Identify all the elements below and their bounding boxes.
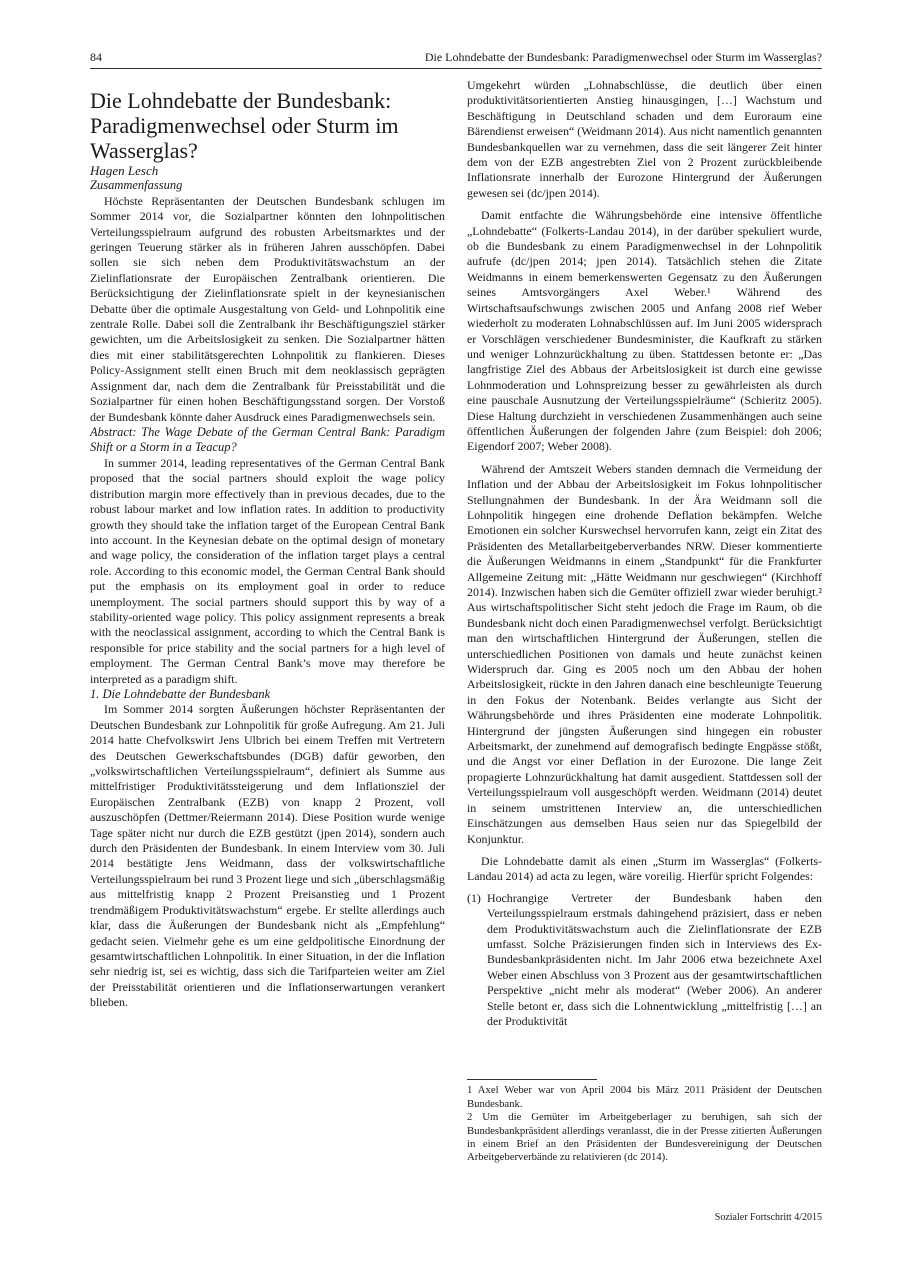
- list-item-text: Hochrangige Vertreter der Bundesbank haben den Verteilungsspielraum erstmals dahingehend präzisiert, dass er neben dem Produktivitätswachstum auch die Zielinflationsrate der EZB umfasst. Solche Präzisierungen finden sich in Interviews des Ex-Bundesbankpräsidenten nicht. Im Jahr 2006 etwa bezeichnete Axel Weber einen Abschluss von 3 Prozent aus der gesamtwirtschaftlichen Perspektive „nicht mehr als moderat“ (Weber 2006). An anderer Stelle betont er, dass sich die Lohnentwicklung „mittelfristig […] an der Produktivität: [487, 890, 822, 1028]
- section-heading: 1. Die Lohndebatte der Bundesbank: [90, 687, 271, 701]
- section-paragraph: Im Sommer 2014 sorgten Äußerungen höchster Repräsentanten der Deutschen Bundesbank zur Lohnpolitik für große Aufregung. Am 21. Juli 2014 hatte Chefvolkswirt Jens Ulbrich bei einem Treffen mit Vertretern des Deutschen Gewerkschaftsbundes (DGB) dafür geworben, den „volkswirtschaftlichen Verteilungsspielraum“, definiert als Summe aus mittelfristiger Produktivitätssteigerung und dem Inflationsziel der Europäischen Zentralbank (EZB) von knapp 2 Prozent, voll auszuschöpfen (Dettmer/Reiermann 2014). Diese Position wurde wenige Tage später nicht nur durch die EZB gestützt (jpen 2014), sondern auch durch den Präsidenten der Bundesbank. In einem Interview vom 30. Juli 2014 bestätigte Jens Weidmann, dass der volkswirtschaftliche Verteilungsspielraum bei rund 3 Prozent liege und sich „überschlagsmäßig aus mittelfristig knapp 2 Prozent Preisanstieg und 1 Prozent trendmäßigem Produktivitätswachstum“ ergebe. Er stellte allerdings auch klar, dass die Äußerungen der Bundesbank nicht als „Empfehlung“ gedacht seien. Vielmehr gehe es um eine geldpolitische Einordnung der gesamtwirtschaftlichen Lohnpolitik. In einer Situation, in der die Inflation sehr niedrig ist, sei es wichtig, dass sich die Tarifparteien weiter am Ziel der Preisstabilität orientieren und die Inflationserwartungen verankert blieben.: [90, 702, 445, 1010]
- summary-heading: Zusammenfassung: [90, 178, 183, 193]
- abstract-paragraph: In summer 2014, leading representatives of the German Central Bank proposed that the social partners should exploit the wage policy distribution margin more effectively than in previous decades, due to the robust labour market and low inflation rates. In addition to productivity growth they should take the inflation target of the European Central Bank into account. In the Keynesian debate on the optimal design of monetary and wage policy, the consideration of the inflation target plays a central role. According to this economic model, the German Central Bank should put the emphasis on its employment goal in order to reduce unemployment. The social partners should support this by way of a stability-oriented wage policy. This policy assignment represents a break with the neoclassical assignment, according to which the Central Bank is responsible for price stability and the social partners for a high level of employment. The German Central Bank’s move may therefore be interpreted as a paradigm shift.: [90, 455, 445, 686]
- body-paragraph: Die Lohndebatte damit als einen „Sturm im Wasserglas“ (Folkerts-Landau 2014) ad acta zu legen, wäre voreilig. Hierfür spricht Folgendes:: [467, 853, 822, 884]
- running-header: [90, 50, 822, 69]
- page-number: 84: [90, 50, 102, 64]
- footnote-rule: [467, 1079, 597, 1080]
- right-column: [467, 78, 822, 1165]
- journal-footer: Sozialer Fortschritt 4/2015: [714, 1212, 822, 1223]
- body-paragraph: Damit entfachte die Währungsbehörde eine intensive öffentliche „Lohndebatte“ (Folkerts-Landau 2014), in der darüber spekuliert wurde, ob die Bundesbank zu einem Paradigmenwechsel in der Lohnpolitik aufrufe (dc/jpen 2014; jpen 2014). Tatsächlich stehen die Zitate Weidmanns in einem bemerkenswerten Gegensatz zu den Äußerungen seines Amtsvorgängers Axel Weber.¹ Während des Wirtschaftsaufschwungs zwischen 2005 und Anfang 2008 rief Weber wiederholt zu moderaten Lohnabschlüssen auf. Im Juni 2005 widersprach er Vorschlägen verschiedener Bundesminister, die Kaufkraft zu stärken und weniger Lohnzurückhaltung zu üben. Stattdessen betonte er: „Das langfristige Ziel des Abbaus der Arbeitslosigkeit ist durch eine gewisse Lohnmoderation und Lohnspreizung besser zu gewährleisten als durch eine pauschale Ausnutzung der Verteilungsspielräume“ (Schieritz 2005). Diese Haltung durchzieht in verschiedenen Zusammenhängen auch seine öffentlichen Äußerungen der folgenden Jahre (zum Beispiel: doh 2006; Eigendorf 2007; Weber 2008).: [467, 208, 822, 454]
- footnote: 1 Axel Weber war von April 2004 bis März 2011 Präsident der Deutschen Bundesbank.: [467, 1084, 822, 1110]
- running-title: Die Lohndebatte der Bundesbank: Paradigmenwechsel oder Sturm im Wasserglas?: [424, 50, 822, 64]
- body-paragraph: Während der Amtszeit Webers standen demnach die Vermeidung der Inflation und der Abbau der Arbeitslosigkeit im Fokus lohnpolitischer Stellungnahmen der Bundesbank. In der Ära Weidmann soll die Lohnpolitik hingegen eine drohende Deflation bekämpfen. Welche Emotionen ein solcher Kurswechsel hervorrufen kann, zeigt ein Zitat des Präsidenten des Metallarbeitgeberverbandes NRW. Dieser kommentierte die Äußerungen Weidmanns in einem „Standpunkt“ für die Frankfurter Allgemeine Zeitung mit: „Hätte Weidmann nur geschwiegen“ (Kirchhoff 2014). Inzwischen haben sich die Gemüter offiziell zwar wieder beruhigt.² Aus wirtschaftspolitischer Sicht steht jedoch die Frage im Raum, ob die Bundesbank nicht doch einen Paradigmenwechsel verfolgt. Berücksichtigt man den wirtschaftlichen Hintergrund der Äußerungen, stellen die unterschiedlichen Positionen von damals und heute zunächst keinen Widerspruch dar. Ging es 2005 noch um den Abbau der hohen Arbeitslosigkeit, rückte in den Jahren danach eine beschleunigte Teuerung in den Fokus der Notenbank. Beides verlangte aus Sicht der Währungsbehörde und ihres Präsidenten eine moderate Lohnpolitik. Hintergrund der jüngsten Äußerungen sind hingegen ein robuster Arbeitsmarkt, der zunehmend auf demografisch bedingte Engpässe stößt, und die Angst vor einer Deflation in der Eurozone. Die lange Zeit propagierte Lohnzurückhaltung hat damit ausgedient. Stattdessen soll der Verteilungsspielraum voll ausgeschöpft werden. Weidmann (2014) deutet in seinem umstrittenen Interview an, die unterschiedlichen Einschätzungen aus demselben Haus seien nur das Spiegelbild der Konjunktur.: [467, 461, 822, 846]
- list-item-label: (1): [467, 890, 481, 905]
- abstract-heading: Abstract: The Wage Debate of the German Central Bank: Paradigm Shift or a Storm in a Teacup?: [90, 424, 445, 455]
- list-item: [467, 891, 822, 1030]
- author-name: Hagen Lesch: [90, 163, 159, 178]
- article-title: Die Lohndebatte der Bundesbank: Paradigmenwechsel oder Sturm im Wasserglas?: [90, 88, 399, 163]
- body-paragraph: Umgekehrt würden „Lohnabschlüsse, die deutlich über einen produktivitätsorientierten Anstieg hinausgingen, […] Wachstum und Beschäftigung in Deutschland schaden und dem Euroraum eine Bärendienst erweisen“ (Weidmann 2014). Aus nicht namentlich genannten Bundesbankquellen war zu vernehmen, dass die seit längerer Zeit hinter dem von der EZB angestrebten Ziel von 2 Prozent zurückbleibende Inflationsrate innerhalb der Eurozone Hintergrund der Äußerungen gewesen sei (dc/jpen 2014).: [467, 78, 822, 200]
- left-column: [90, 78, 445, 1011]
- footnote: 2 Um die Gemüter im Arbeitgeberlager zu beruhigen, sah sich der Bundesbankpräsident allerdings veranlasst, die in der Presse zitierten Äußerungen in einem Brief an den Präsidenten der Bundesvereinigung der Deutschen Arbeitgeberverbände zu relativieren (dc 2014).: [467, 1111, 822, 1164]
- summary-paragraph: Höchste Repräsentanten der Deutschen Bundesbank schlugen im Sommer 2014 vor, die Sozialpartner könnten den lohnpolitischen Verteilungsspielraum aufgrund des robusten Arbeitsmarktes und der geringen Teuerung stärker als in früheren Jahren ausschöpfen. Dabei sollen sie sich neben dem Produktivitätswachstum an der Zielinflationsrate der Europäischen Zentralbank orientieren. Die Berücksichtigung der Zielinflationsrate spielt in der keynesianischen Debatte über die optimale Ausgestaltung von Geld- und Lohnpolitik eine zentrale Rolle. Dabei soll die Zentralbank ihr Beschäftigungsziel stärker gewichten, um die Arbeitslosigkeit zu senken. Die Sozialpartner hätten dies mit einer stabilitätsgerechten Lohnpolitik zu flankieren. Dieses Policy-Assignment stellt einen Bruch mit dem neoklassisch geprägten Assignment dar, nach dem die Zentralbank für Preisstabilität und die Sozialpartner für einen hohen Beschäftigungsstand sorgen. Der Vorstoß der Bundesbank könnte daher Ausdruck eines Paradigmenwechsels sein.: [90, 193, 445, 424]
